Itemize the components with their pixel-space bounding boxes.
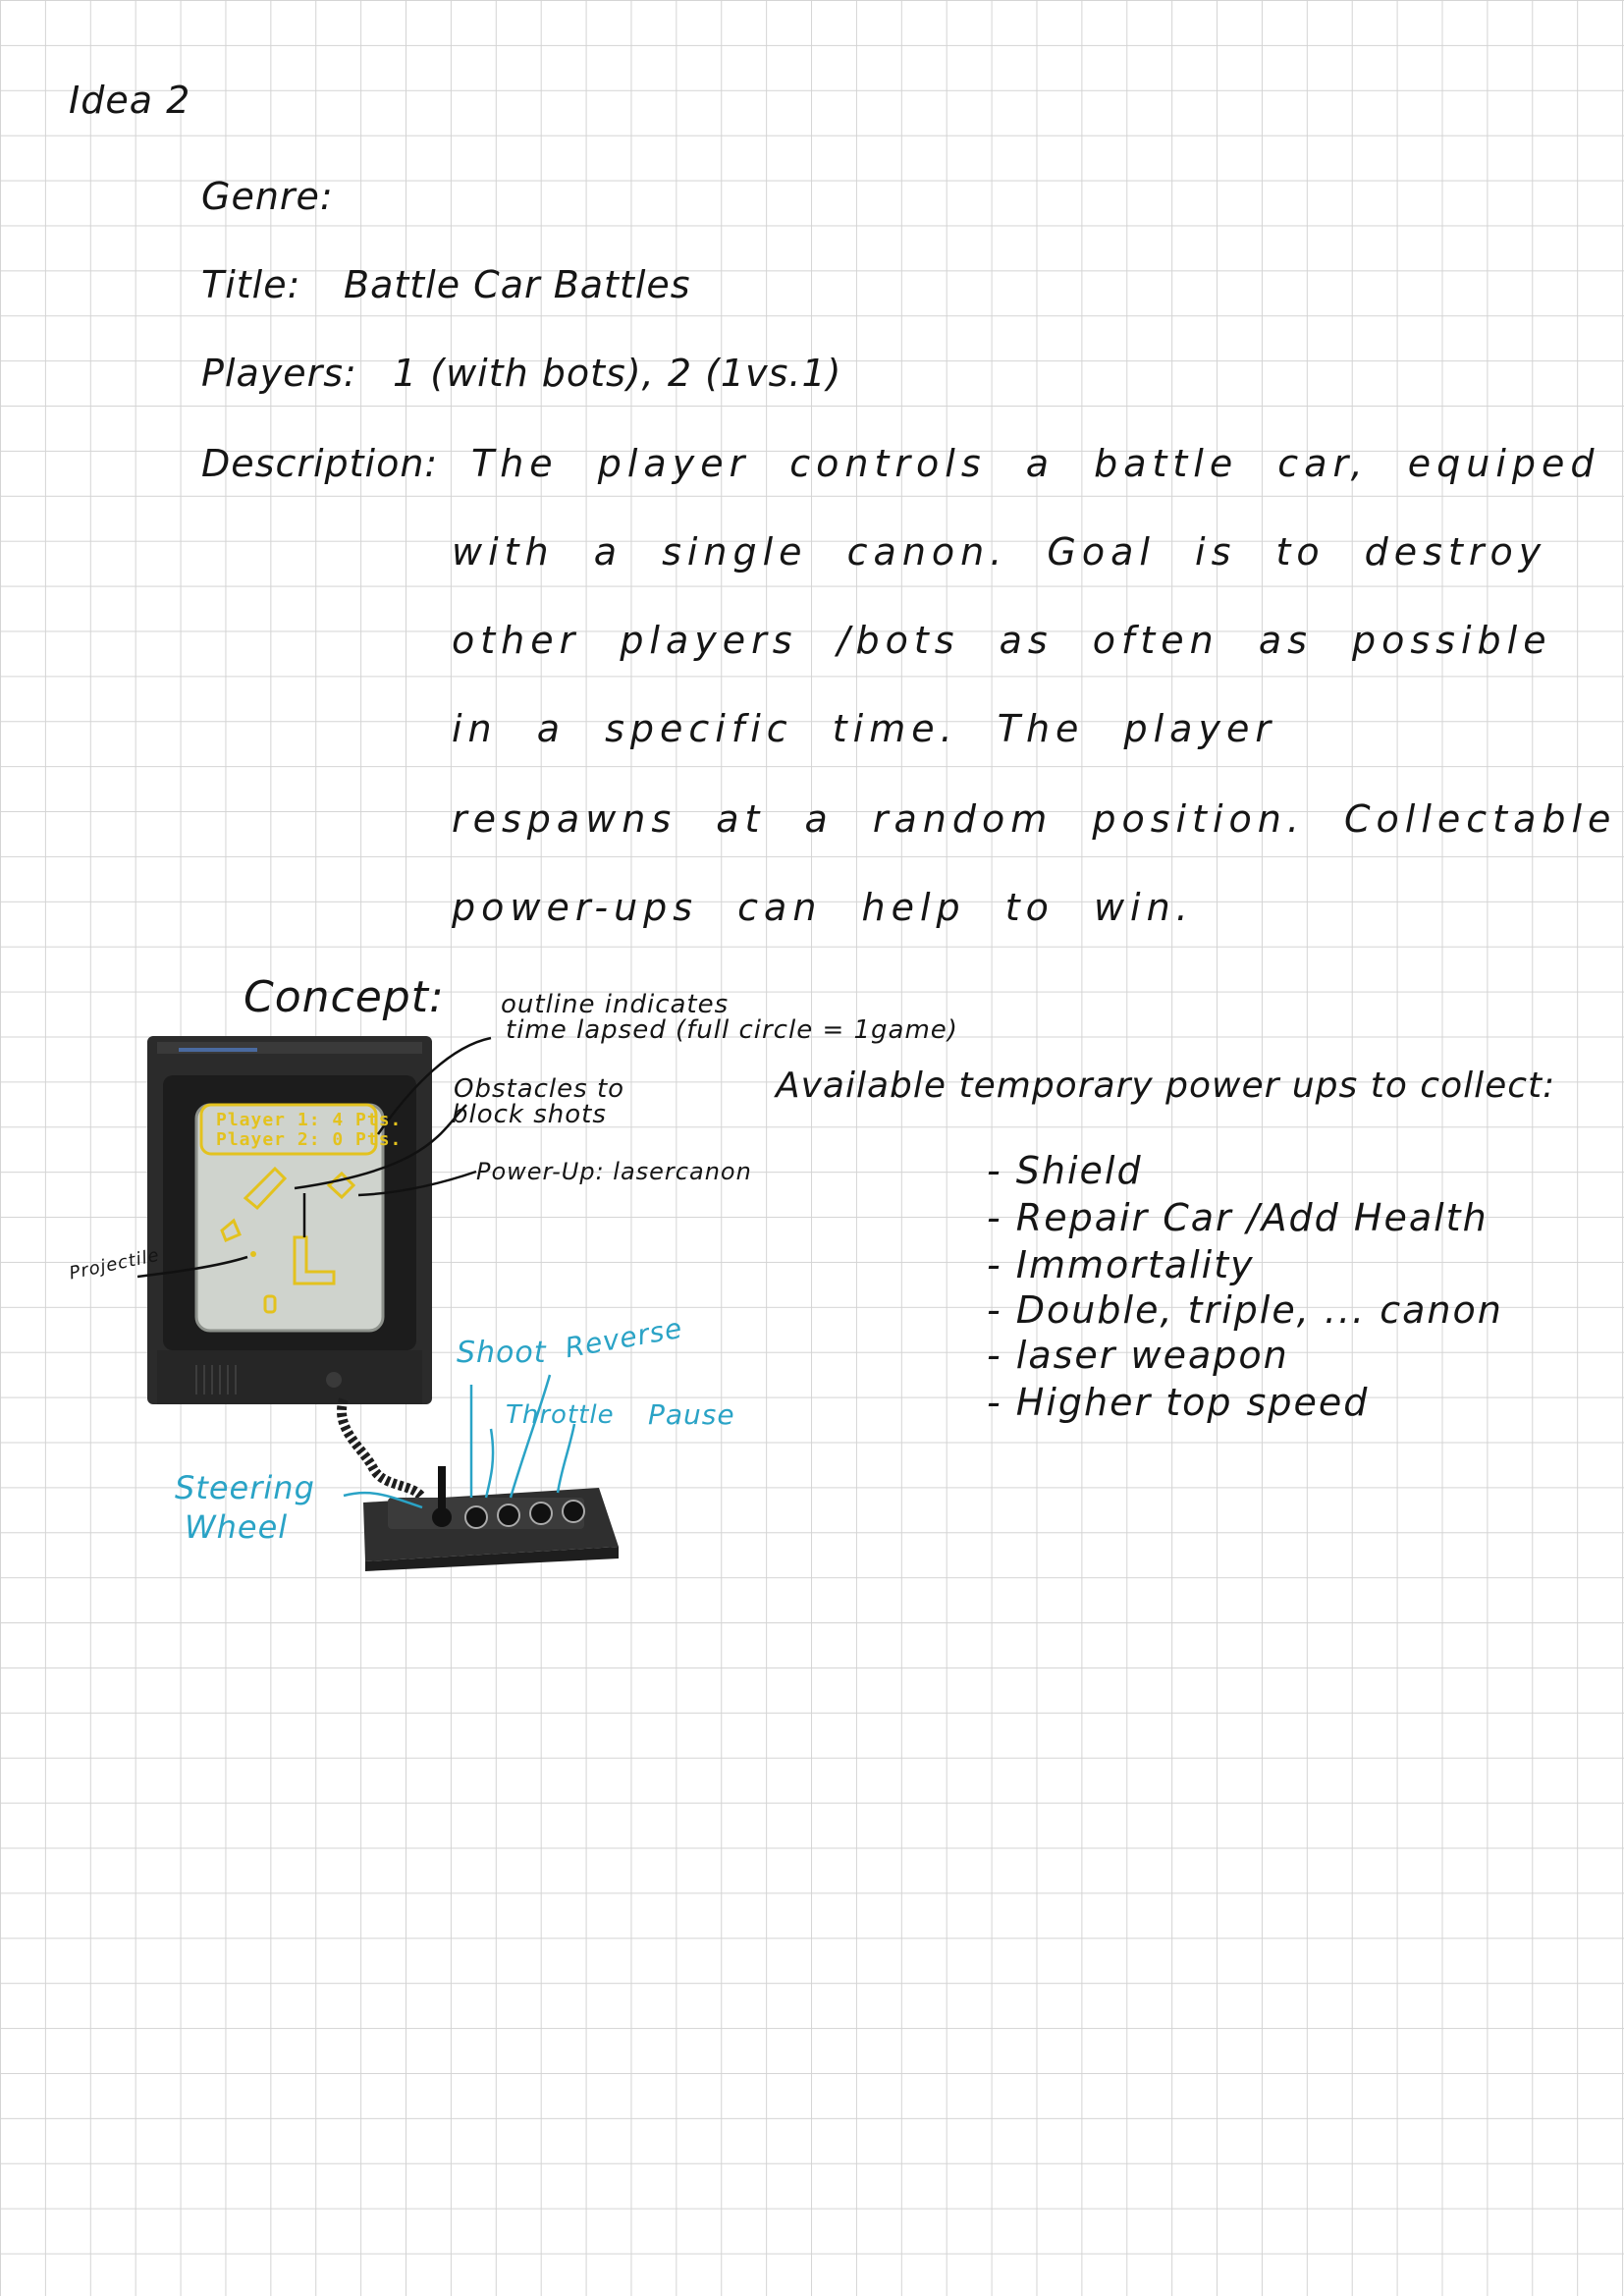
powerup-item: - Double, triple, ... canon xyxy=(987,1288,1503,1332)
annotation-outline-2: time lapsed (full circle = 1game) xyxy=(506,1015,958,1045)
powerup-item: - laser weapon xyxy=(987,1334,1289,1377)
description-line: power-ups can help to win. xyxy=(452,886,1194,929)
players-value: 1 (with bots), 2 (1vs.1) xyxy=(393,352,842,395)
controller-button xyxy=(498,1504,519,1526)
powerup-item: - Repair Car /Add Health xyxy=(987,1196,1489,1239)
label-throttle: Throttle xyxy=(506,1400,615,1430)
players-label: Players: xyxy=(201,352,357,395)
label-steering-1: Steering xyxy=(175,1469,315,1506)
concept-label: Concept: xyxy=(244,972,445,1022)
score-player-2: Player 2: 0 Pts. xyxy=(216,1129,403,1150)
powerup-item: - Shield xyxy=(987,1149,1143,1192)
controller-button xyxy=(465,1506,487,1528)
description-label: Description: xyxy=(201,442,439,485)
powerup-item: - Higher top speed xyxy=(987,1381,1370,1424)
annotation-outline-1: outline indicates xyxy=(501,990,730,1019)
description-line: in a specific time. The player xyxy=(452,707,1276,750)
projectile-shape xyxy=(250,1251,256,1257)
label-reverse: Reverse xyxy=(562,1311,685,1365)
powerup-item: - Immortality xyxy=(987,1243,1255,1286)
annotation-obstacles-1: Obstacles to xyxy=(454,1074,625,1104)
note-heading: Idea 2 xyxy=(69,79,191,122)
description-line: with a single canon. Goal is to destroy xyxy=(452,530,1547,574)
label-shoot: Shoot xyxy=(457,1336,547,1370)
controller-cable xyxy=(342,1399,422,1498)
description-line: The player controls a battle car, equiped xyxy=(471,442,1600,485)
description-line: respawns at a random position. Collectable xyxy=(452,797,1617,841)
title-value: Battle Car Battles xyxy=(344,263,691,306)
label-pause: Pause xyxy=(648,1398,735,1431)
joystick-stick xyxy=(438,1466,446,1513)
powerups-title: Available temporary power ups to collect: xyxy=(776,1066,1556,1106)
score-player-1: Player 1: 4 Pts. xyxy=(216,1110,403,1130)
annotation-projectile: Projectile xyxy=(67,1244,162,1285)
label-steering-2: Wheel xyxy=(185,1508,289,1546)
annotation-obstacles-2: block shots xyxy=(452,1100,607,1129)
genre-label: Genre: xyxy=(201,175,334,218)
title-label: Title: xyxy=(201,263,301,306)
description-line: other players /bots as often as possible xyxy=(452,619,1552,662)
controller-button xyxy=(563,1501,584,1522)
annotation-powerup: Power-Up: lasercanon xyxy=(476,1158,752,1185)
controller-button xyxy=(530,1503,552,1524)
